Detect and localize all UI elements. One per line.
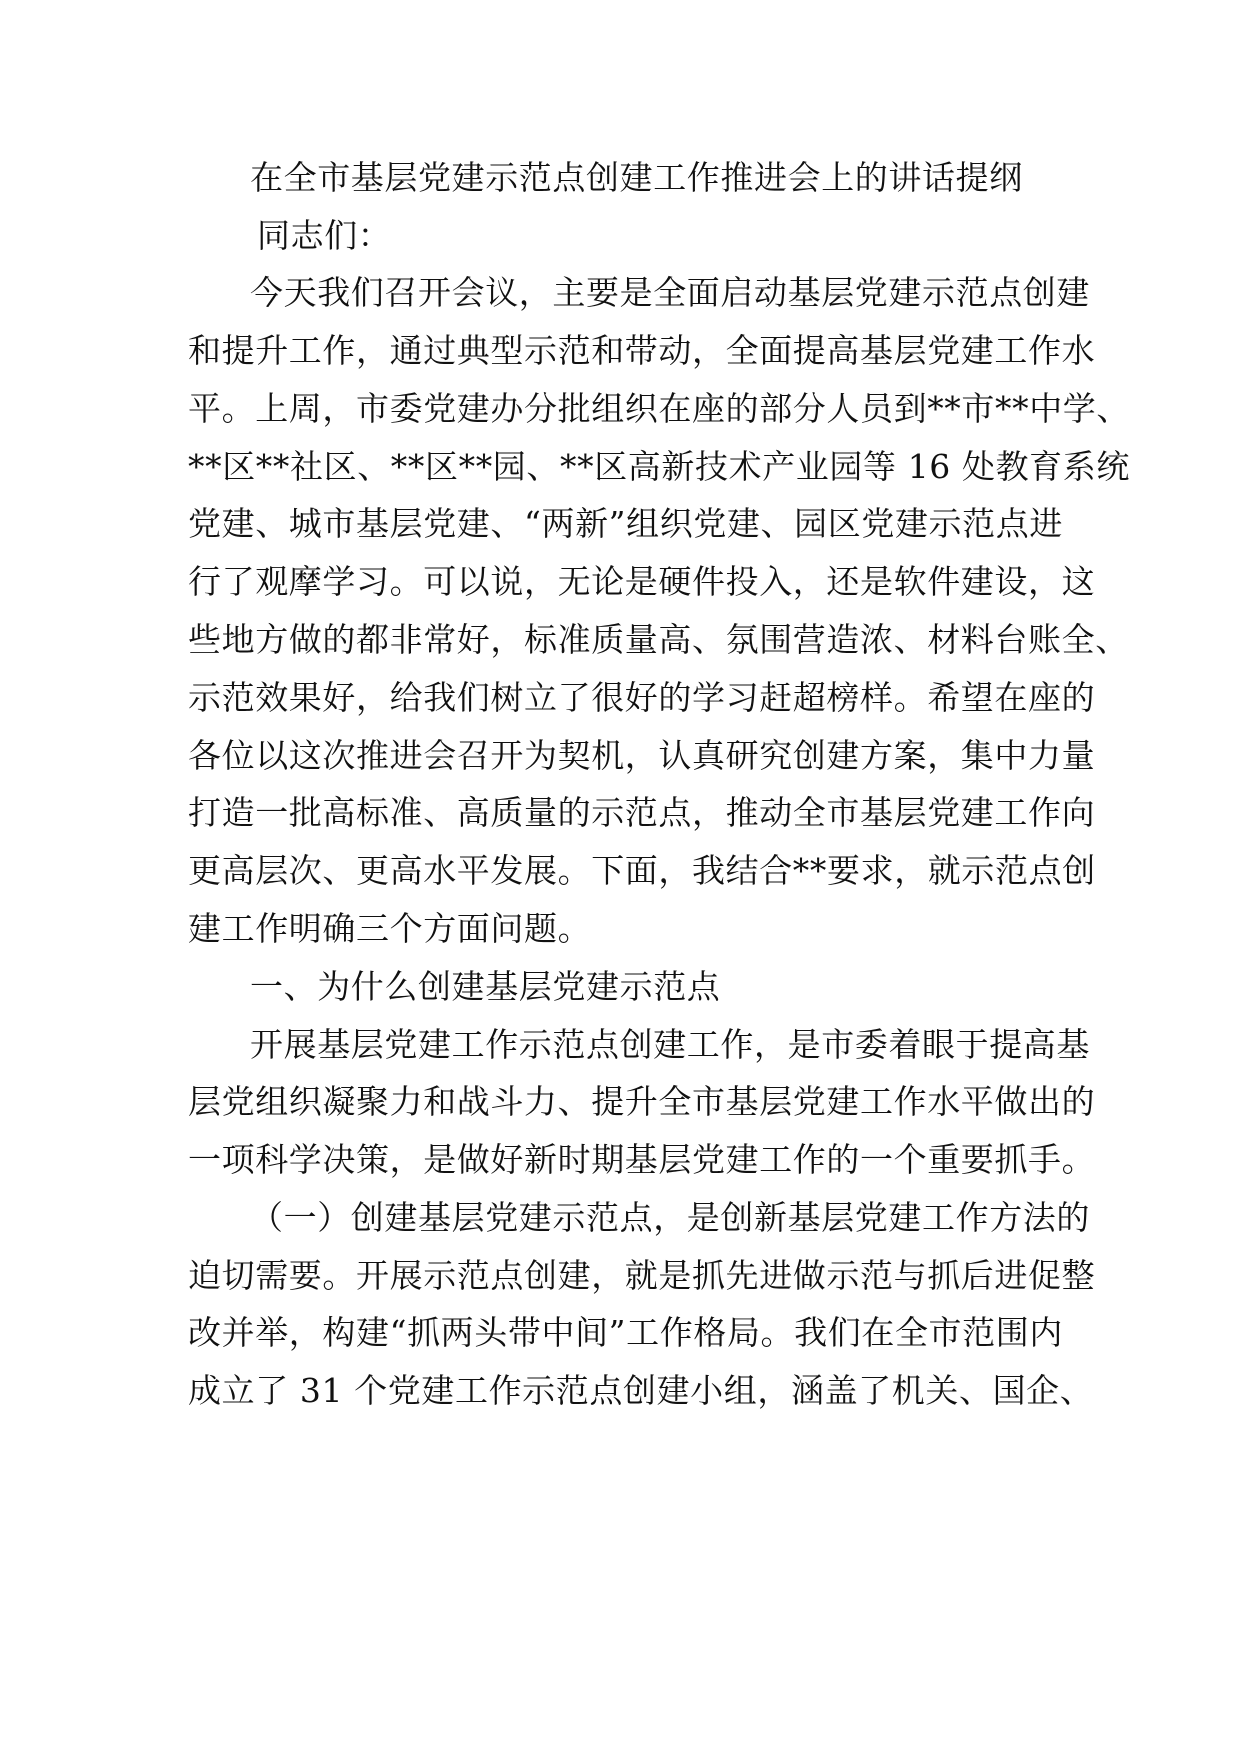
paragraph-line: 层党组织凝聚力和战斗力、提升全市基层党建工作水平做出的 xyxy=(188,1082,1096,1121)
paragraph-line: 成立了 31 个党建工作示范点创建小组，涵盖了机关、国企、 xyxy=(188,1371,1094,1410)
paragraph-line: 今天我们召开会议，主要是全面启动基层党建示范点创建 xyxy=(250,273,1090,312)
paragraph-line: 党建、城市基层党建、“两新”组织党建、园区党建示范点进 xyxy=(188,504,1063,543)
document-title: 在全市基层党建示范点创建工作推进会上的讲话提纲 xyxy=(250,158,1023,197)
paragraph-line: 行了观摩学习。可以说，无论是硬件投入，还是软件建设，这 xyxy=(188,562,1096,601)
paragraph-line: 示范效果好，给我们树立了很好的学习赶超榜样。希望在座的 xyxy=(188,678,1096,717)
paragraph-line: 改并举，构建“抓两头带中间”工作格局。我们在全市范围内 xyxy=(188,1313,1063,1352)
section-heading: 一、为什么创建基层党建示范点 xyxy=(250,967,721,1006)
paragraph-line: 开展基层党建工作示范点创建工作，是市委着眼于提高基 xyxy=(250,1025,1090,1064)
paragraph-line: 一项科学决策，是做好新时期基层党建工作的一个重要抓手。 xyxy=(188,1140,1096,1179)
paragraph-line: （一）创建基层党建示范点，是创新基层党建工作方法的 xyxy=(250,1198,1090,1237)
paragraph-line: 建工作明确三个方面问题。 xyxy=(188,909,592,948)
paragraph-line: **区**社区、**区**园、**区高新技术产业园等 16 处教育系统 xyxy=(188,447,1130,486)
paragraph-line: 和提升工作，通过典型示范和带动，全面提高基层党建工作水 xyxy=(188,331,1096,370)
paragraph-line: 打造一批高标准、高质量的示范点，推动全市基层党建工作向 xyxy=(188,793,1096,832)
paragraph-line: 迫切需要。开展示范点创建，就是抓先进做示范与抓后进促整 xyxy=(188,1256,1096,1295)
salutation: 同志们： xyxy=(257,216,392,255)
paragraph-line: 平。上周，市委党建办分批组织在座的部分人员到**市**中学、 xyxy=(188,389,1130,428)
paragraph-line: 各位以这次推进会召开为契机，认真研究创建方案，集中力量 xyxy=(188,736,1096,775)
paragraph-line: 些地方做的都非常好，标准质量高、氛围营造浓、材料台账全、 xyxy=(188,620,1129,659)
paragraph-line: 更高层次、更高水平发展。下面，我结合**要求，就示范点创 xyxy=(188,851,1096,890)
